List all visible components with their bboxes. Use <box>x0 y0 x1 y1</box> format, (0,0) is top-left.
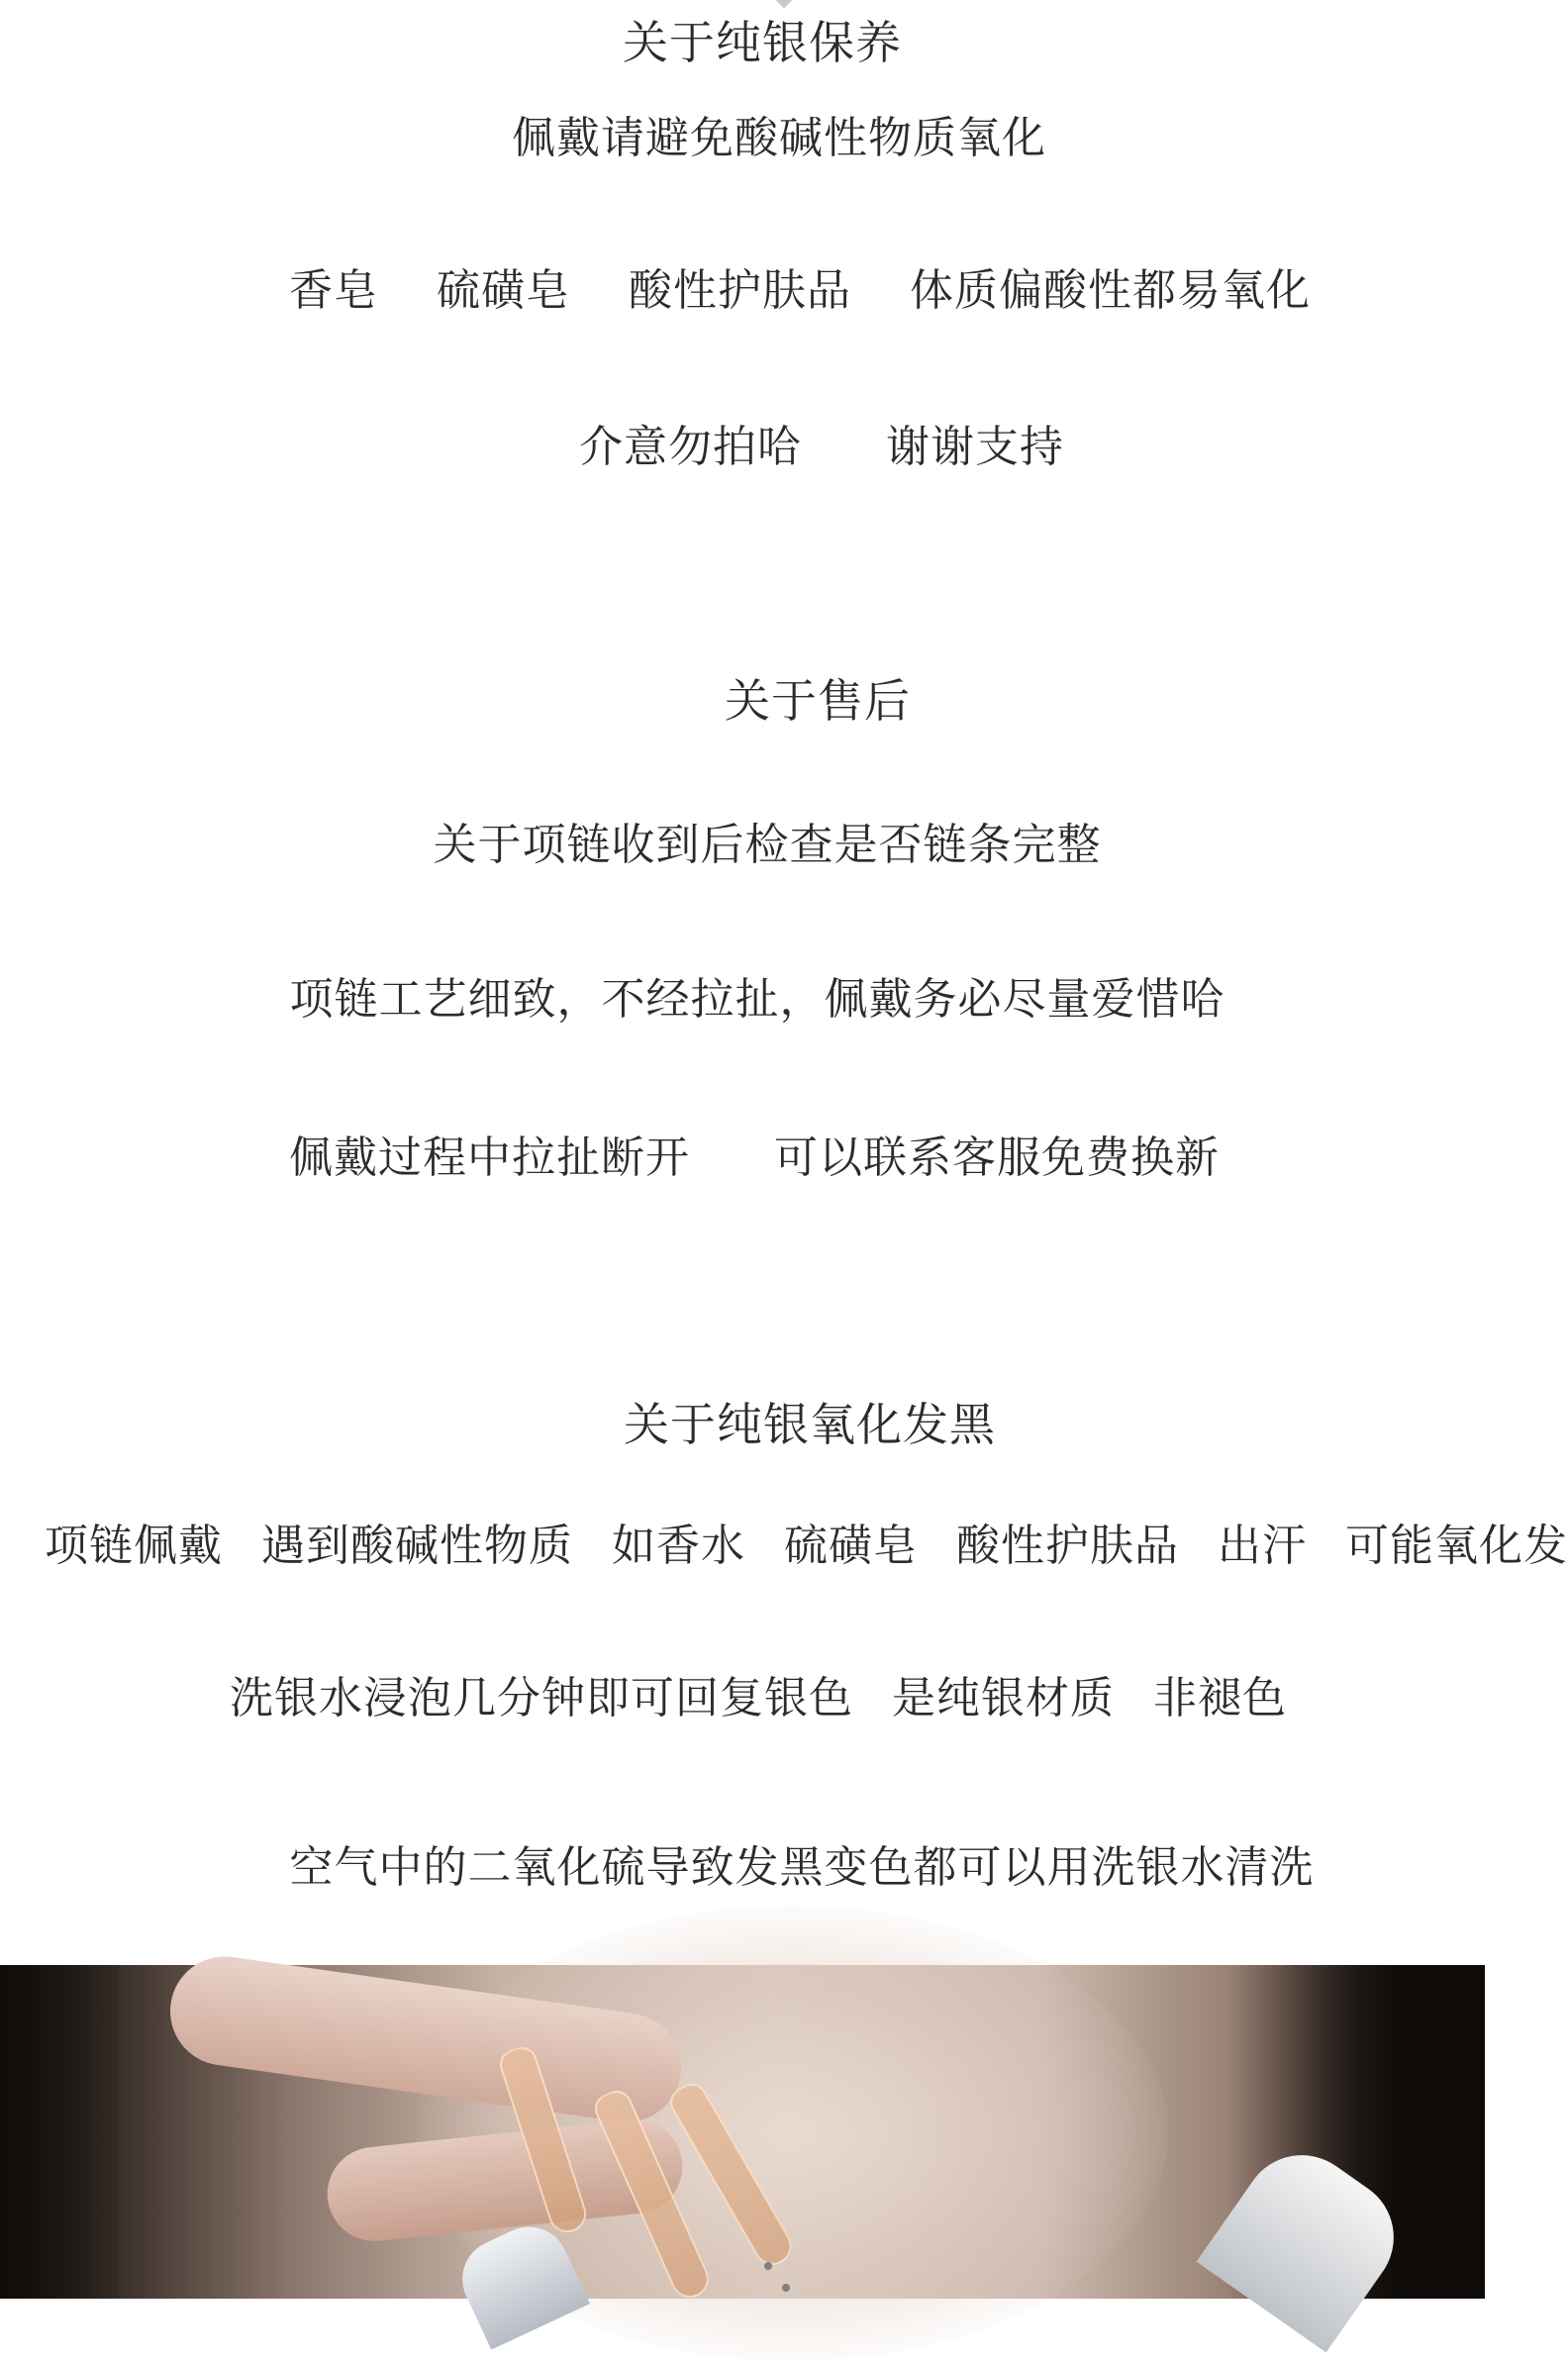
care-line-3 <box>579 422 1064 472</box>
after-sales-line-2 <box>0 974 1485 1025</box>
hair-left-shadow <box>0 1965 119 2299</box>
care-line-2-item: 硫磺皂 <box>437 265 570 316</box>
necklace-chain-bead <box>782 2284 790 2292</box>
oxidation-line-1 <box>45 1521 1568 1571</box>
oxidation-line-1-item: 项链佩戴 <box>45 1521 223 1571</box>
after-sales-title <box>0 674 1485 728</box>
oxidation-line-1-item: 可能氧化发 <box>1345 1521 1568 1571</box>
after-sales-line-3-item: 可以联系客服免费换新 <box>774 1132 1220 1183</box>
care-title-text: 关于纯银保养 <box>623 16 902 69</box>
oxidation-line-1-item: 如香水 <box>612 1521 745 1571</box>
oxidation-title <box>0 1398 1485 1451</box>
care-line-1 <box>0 113 1485 163</box>
after-sales-line-1 <box>0 820 1485 870</box>
oxidation-line-2-item: 洗银水浸泡几分钟即可回复银色 <box>230 1673 853 1723</box>
oxidation-line-3-text: 空气中的二氧化硫导致发黑变色都可以用洗银水清洗 <box>289 1842 1315 1893</box>
necklace-model-photo <box>0 1965 1485 2299</box>
care-line-2-item: 香皂 <box>289 265 378 316</box>
care-line-3-item: 介意勿拍哈 <box>579 422 802 472</box>
oxidation-line-1-item: 酸性护肤品 <box>956 1521 1179 1571</box>
care-line-2 <box>289 265 1311 316</box>
care-line-2-item: 体质偏酸性都易氧化 <box>910 265 1311 316</box>
after-sales-line-3-item: 佩戴过程中拉扯断开 <box>289 1132 690 1183</box>
oxidation-line-2-item: 是纯银材质 <box>892 1673 1115 1723</box>
oxidation-line-2-item: 非褪色 <box>1153 1673 1287 1723</box>
oxidation-line-3 <box>0 1842 1485 1893</box>
oxidation-line-1-item: 硫磺皂 <box>784 1521 918 1571</box>
necklace-chain-bead <box>764 2262 772 2270</box>
care-line-2-item: 酸性护肤品 <box>629 265 851 316</box>
oxidation-line-1-item: 出汗 <box>1218 1521 1307 1571</box>
oxidation-line-1-item: 遇到酸碱性物质 <box>261 1521 573 1571</box>
after-sales-line-2-text: 项链工艺细致，不经拉扯，佩戴务必尽量爱惜哈 <box>289 974 1225 1025</box>
after-sales-title-text: 关于售后 <box>725 674 911 728</box>
care-line-3-item: 谢谢支持 <box>886 422 1064 472</box>
oxidation-title-text: 关于纯银氧化发黑 <box>624 1398 996 1451</box>
care-title <box>0 16 1485 69</box>
care-line-1-text: 佩戴请避免酸碱性物质氧化 <box>512 113 1046 163</box>
after-sales-line-1-text: 关于项链收到后检查是否链条完整 <box>433 820 1102 870</box>
oxidation-line-2 <box>230 1673 1287 1723</box>
top-divider-mark <box>776 0 793 8</box>
after-sales-line-3 <box>289 1132 1220 1183</box>
